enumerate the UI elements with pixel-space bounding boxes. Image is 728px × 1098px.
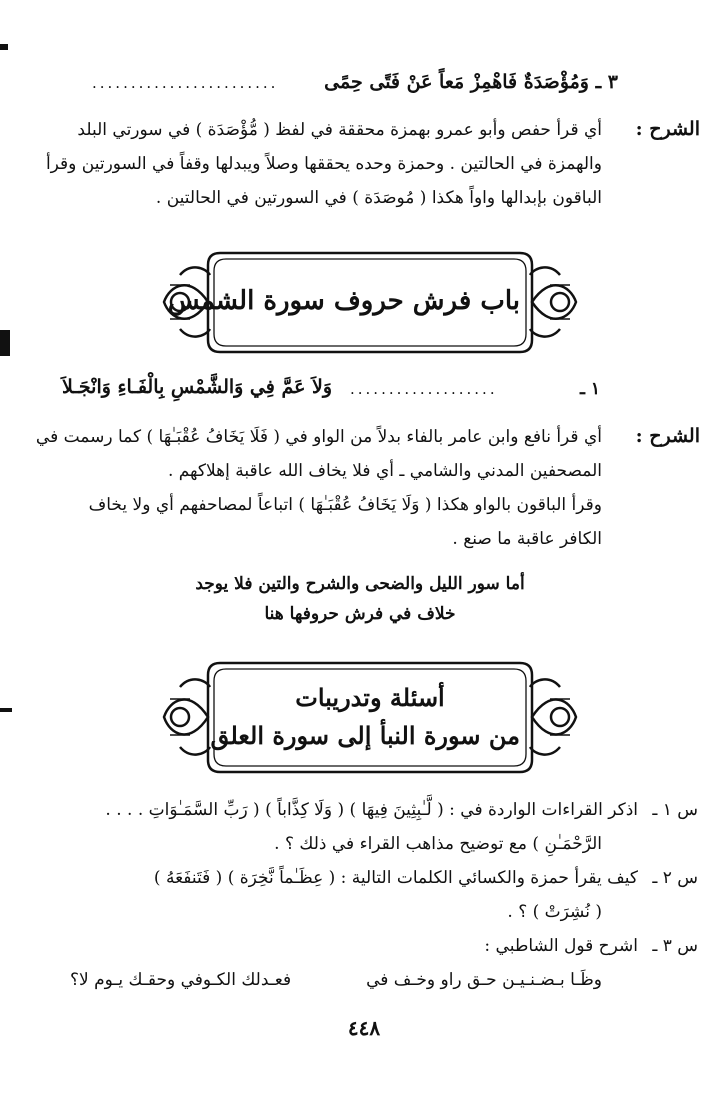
note-line-2: خلاف في فرش حروفها هنا — [264, 604, 456, 624]
page-number: ٤٤٨ — [347, 1016, 381, 1040]
question-3-verse-right: وظَـا بـضـنـيـن حـق راو وخـف في — [366, 970, 602, 990]
explanation-2-line-3: وقرأ الباقون بالواو هكذا ( وَلَا يَخَافُ عُقْبَـٰهَا ) اتباعاً لمصاحفهم أي ولا يخاف — [88, 495, 602, 515]
question-2-label: س ٢ ـ — [652, 868, 698, 888]
scan-mark-lower — [0, 708, 12, 712]
verse-1-number: ١ ـ — [579, 379, 600, 399]
chapter-banner-2 — [150, 655, 590, 780]
explanation-2-line-4: الكافر عاقبة ما صنع . — [452, 529, 602, 549]
banner-1-title: باب فرش حروف سورة الشمس — [167, 286, 520, 316]
question-2-line-2: ( نُشِرَتْ ) ؟ . — [507, 902, 602, 922]
explanation-2-line-2: المصحفين المدني والشامي ـ أي فلا يخاف الله عاقبة إهلاكهم . — [167, 461, 602, 481]
question-1-line-2: الرَّحْمَـٰنِ ) مع توضيح مذاهب القراء في ذلك ؟ . — [274, 834, 602, 854]
question-1-label: س ١ ـ — [652, 800, 698, 820]
explanation-1-line-3: الباقون بإبدالها واواً هكذا ( مُوصَدَة ) في السورتين في الحالتين . — [155, 188, 602, 208]
explanation-2-label: الشرح : — [635, 425, 700, 447]
question-3-line-1: اشرح قول الشاطبي : — [484, 936, 638, 956]
verse-1-dots: ................... — [350, 380, 498, 398]
question-3-label: س ٣ ـ — [652, 936, 698, 956]
scan-mark-middle — [0, 330, 10, 356]
verse-3-dots: ........................ — [92, 74, 279, 92]
note-line-1: أما سور الليل والضحى والشرح والتين فلا يوجد — [195, 574, 525, 594]
question-2-line-1: كيف يقرأ حمزة والكسائي الكلمات التالية : ( عِظَـٰماً نَّخِرَة ) ( فَتَنفَعَهُ ) — [153, 868, 638, 888]
banner-2-title-line-2: من سورة النبأ إلى سورة العلق — [210, 721, 520, 750]
scan-mark-top — [0, 44, 8, 50]
question-1-line-1: اذكر القراءات الواردة في : ( لَّـٰبِثِينَ فِيهَا ) ( وَلَا كِذَّاباً ) ( رَبِّ السَّمَـٰوَاتِ . . . . — [105, 800, 638, 820]
verse-1-text: وَلاَ عَمَّ فِي وَالشَّمْسِ بِالْفَـاءِ وَانْجَـلاَ — [62, 376, 333, 398]
explanation-2-line-1: أي قرأ نافع وابن عامر بالفاء بدلاً من الواو في ( فَلَا يَخَافُ عُقْبَـٰهَا ) كما رسمت في — [35, 427, 602, 447]
explanation-1-label: الشرح : — [635, 118, 700, 140]
ornamental-frame-icon — [150, 655, 590, 780]
question-3-verse-left: فعـدلك الكـوفي وحقـك يـوم لا؟ — [70, 970, 292, 990]
banner-2-title-line-1: أسئلة وتدريبات — [295, 683, 445, 712]
explanation-1-line-2: والهمزة في الحالتين . وحمزة وحده يحققها وصلاً ويبدلها وقفاً في السورتين وقرأ — [45, 154, 602, 174]
explanation-1-line-1: أي قرأ حفص وأبو عمرو بهمزة محققة في لفظ ( مُّؤْصَدَة ) في سورتي البلد — [77, 120, 602, 140]
chapter-banner-1 — [150, 245, 590, 360]
verse-3-text: ٣ ـ وَمُؤْصَدَةٌ فَاهْمِزْ مَعاً عَنْ فَتًى حِمًى — [324, 71, 618, 93]
